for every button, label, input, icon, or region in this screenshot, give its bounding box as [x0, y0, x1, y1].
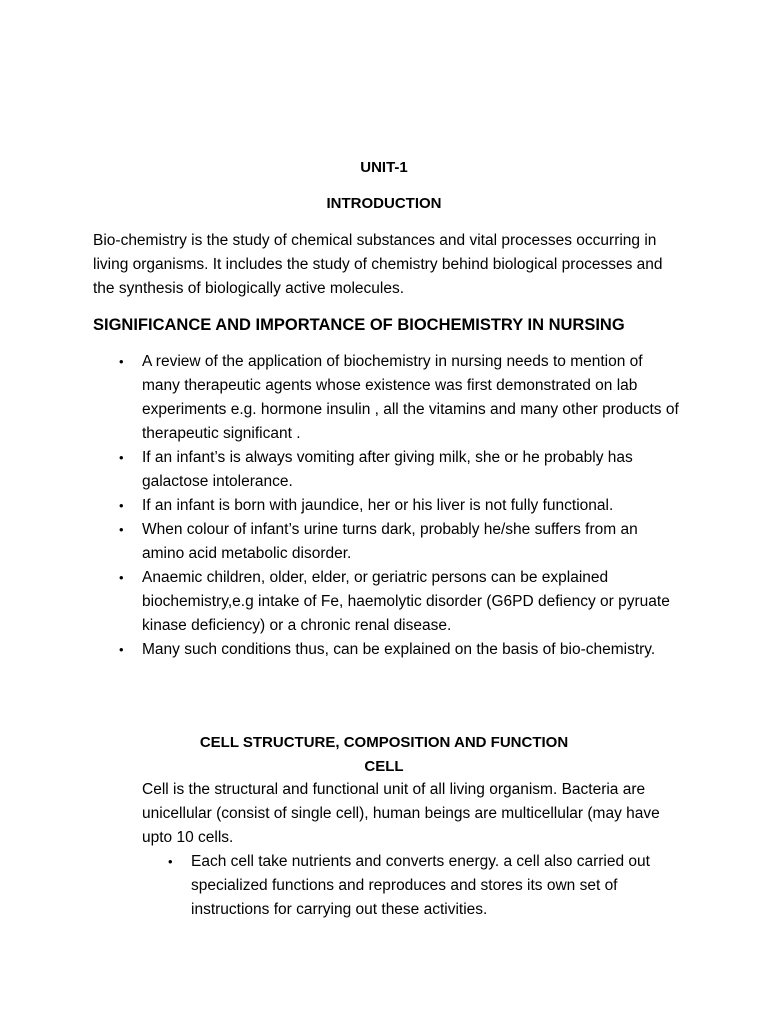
cell-list	[0, 850, 768, 922]
list-item	[0, 494, 682, 518]
unit-title: UNIT-1	[360, 159, 408, 176]
cell-structure-heading: CELL STRUCTURE, COMPOSITION AND FUNCTION	[199, 734, 569, 751]
list-item	[0, 638, 682, 662]
introduction-paragraph: Bio-chemistry is the study of chemical substances and vital processes occurring in living organisms. It includes the study of chemistry behind biological processes and the synthesis of biologically active molecules.	[93, 232, 663, 297]
list-item-text: Many such conditions thus, can be explained on the basis of bio-chemistry.	[142, 641, 656, 658]
list-item	[0, 850, 671, 922]
introduction-heading: INTRODUCTION	[326, 195, 442, 212]
list-item	[0, 350, 682, 446]
list-item-text: When colour of infant’s urine turns dark, probably he/she suffers from an amino acid metabolic disorder.	[142, 521, 638, 562]
list-item	[0, 566, 682, 638]
significance-heading: SIGNIFICANCE AND IMPORTANCE OF BIOCHEMISTRY IN NURSING	[93, 316, 625, 334]
cell-subheading: CELL	[364, 758, 404, 775]
list-item-text: Anaemic children, older, elder, or geriatric persons can be explained biochemistry,e.g intake of Fe, haemolytic disorder (G6PD defiency or pyruate kinase deficiency) or a chronic renal disease.	[142, 569, 670, 634]
list-item-text: If an infant is born with jaundice, her or his liver is not fully functional.	[142, 497, 614, 514]
bullet-icon: •	[119, 642, 124, 657]
list-item-text: If an infant’s is always vomiting after giving milk, she or he probably has galactose intolerance.	[142, 449, 633, 490]
cell-paragraph: Cell is the structural and functional unit of all living organism. Bacteria are unicellular (consist of single cell), human beings are multicellular (may have upto 10 cells.	[142, 781, 660, 846]
bullet-icon: •	[119, 570, 124, 585]
list-item-text: Each cell take nutrients and converts energy. a cell also carried out specialized functions and reproduces and stores its own set of instructions for carrying out these activities.	[191, 853, 650, 918]
bullet-icon: •	[119, 522, 124, 537]
bullet-icon: •	[168, 854, 173, 869]
bullet-icon: •	[119, 354, 124, 369]
bullet-icon: •	[119, 450, 124, 465]
list-item-text: A review of the application of biochemistry in nursing needs to mention of many therapeutic agents whose existence was first demonstrated on lab experiments e.g. hormone insulin , all the vitamins and many other products of therapeutic significant .	[142, 353, 679, 442]
list-item	[0, 518, 682, 566]
list-item	[0, 446, 682, 494]
significance-list	[0, 350, 768, 662]
bullet-icon: •	[119, 498, 124, 513]
